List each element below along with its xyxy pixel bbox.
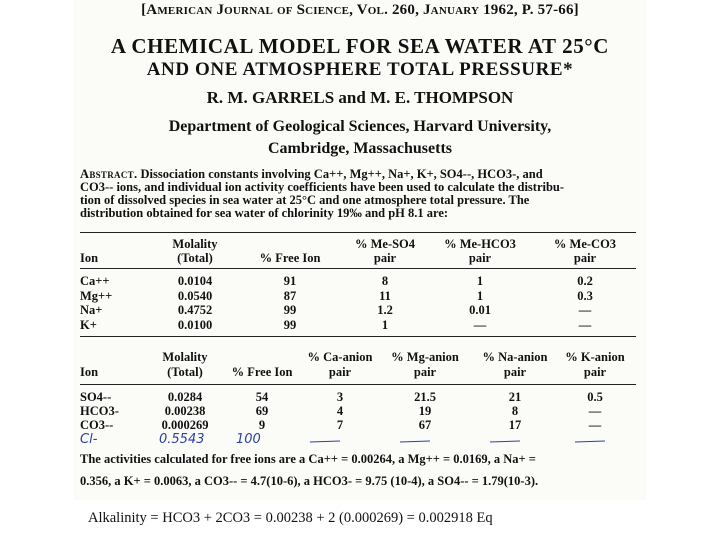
table1-cell-r0-c3: 8 bbox=[381, 274, 389, 288]
table1-header-bottom-1: (Total) bbox=[177, 251, 213, 265]
table2-cell-r2-c0: CO3-- bbox=[80, 418, 114, 432]
table1-cell-r3-c3: 1 bbox=[381, 317, 389, 332]
table1-header-top-1: Molality bbox=[172, 237, 218, 251]
table2-header-bottom-4: pair bbox=[413, 365, 437, 379]
table1-cell-r0-c0: Ca++ bbox=[80, 274, 110, 288]
table1-header-bottom-4: pair bbox=[468, 251, 492, 265]
table1-cell-r0-c1: 0.0104 bbox=[177, 274, 213, 288]
table1-cell-r0-c2: 91 bbox=[283, 274, 297, 288]
table2-cell-r0-c0: SO4-- bbox=[80, 390, 112, 404]
table2-header-top-4: % Mg-anion bbox=[391, 350, 459, 364]
table2-header-top-1: Molality bbox=[162, 350, 208, 364]
table2-header-bottom-5: pair bbox=[503, 365, 527, 379]
table1-cell-r2-c2: 99 bbox=[283, 303, 297, 317]
table1-cell-r1-c5: 0.3 bbox=[577, 288, 593, 303]
title-line-1: A CHEMICAL MODEL FOR SEA WATER AT 25°C bbox=[110, 34, 610, 58]
title-line-2: AND ONE ATMOSPHERE TOTAL PRESSURE* bbox=[146, 59, 574, 80]
affiliation-line-2: Cambridge, Massachusetts bbox=[268, 140, 452, 157]
table1-cell-r1-c4: 1 bbox=[476, 288, 484, 303]
abstract bbox=[80, 168, 636, 220]
table1-cell-r2-c0: Na+ bbox=[80, 303, 103, 317]
table1-cell-r3-c0: K+ bbox=[80, 317, 97, 332]
table2-cell-r2-c6: — bbox=[588, 418, 602, 432]
table2-header-top-5: % Na-anion bbox=[482, 350, 548, 364]
alkalinity-equation: Alkalinity = HCO3 + 2CO3 = 0.00238 + 2 (0.000269) = 0.002918 Eq bbox=[88, 510, 493, 526]
table1-cell-r3-c1: 0.0100 bbox=[177, 317, 213, 332]
table2-cell-r1-c6: — bbox=[588, 404, 602, 418]
table2-cell-r0-c1: 0.0284 bbox=[167, 390, 203, 404]
table2-header-bottom-3: pair bbox=[328, 365, 352, 379]
table2-header-rule bbox=[80, 384, 636, 385]
table2-cell-r2-c3: 7 bbox=[336, 418, 344, 432]
table2-header-top-3: % Ca-anion bbox=[307, 350, 373, 364]
table1-cell-r1-c2: 87 bbox=[283, 288, 297, 303]
table2-cell-r0-c3: 3 bbox=[336, 390, 344, 404]
affiliation-line-1: Department of Geological Sciences, Harvard University, bbox=[168, 118, 552, 135]
table2-cell-r0-c5: 21 bbox=[508, 390, 522, 404]
table1-cell-r3-c4: — bbox=[473, 317, 487, 332]
handwritten-cell-2: 100 bbox=[236, 432, 261, 447]
table2-header-bottom-1: (Total) bbox=[167, 365, 203, 379]
activities-line-2: 0.356, a K+ = 0.0063, a CO3-- = 4.7(10-6), a HCO3- = 9.75 (10-4), a SO4-- = 1.79(10-3). bbox=[80, 474, 539, 488]
authors: R. M. GARRELS and M. E. THOMPSON bbox=[206, 88, 514, 107]
abstract-line-1: Abstract. Dissociation constants involving Ca++, Mg++, Na+, K+, SO4--, HCO3-, and bbox=[80, 167, 543, 181]
table2-cell-r1-c5: 8 bbox=[511, 404, 519, 418]
table2-cell-r2-c2: 9 bbox=[258, 418, 266, 432]
table2-cell-r2-c1: 0.000269 bbox=[161, 418, 209, 432]
table1-header-top-4: % Me-HCO3 bbox=[444, 237, 516, 251]
table2-cell-r0-c4: 21.5 bbox=[414, 390, 436, 404]
table1-cell-r0-c5: 0.2 bbox=[577, 274, 593, 288]
table1-cell-r2-c1: 0.4752 bbox=[177, 303, 213, 317]
table2-cell-r1-c2: 69 bbox=[255, 404, 269, 418]
table2-cell-r1-c3: 4 bbox=[336, 404, 344, 418]
table1-cell-r0-c4: 1 bbox=[476, 274, 484, 288]
table1-header-bottom-0: Ion bbox=[80, 251, 99, 265]
table1-cell-r1-c3: 11 bbox=[379, 288, 391, 303]
table1-cell-r1-c0: Mg++ bbox=[80, 288, 113, 303]
abstract-line-4: distribution obtained for sea water of chlorinity 19‰ and pH 8.1 are: bbox=[80, 206, 449, 220]
table1-cell-r2-c5: — bbox=[578, 303, 592, 317]
table2-cell-r1-c1: 0.00238 bbox=[164, 404, 206, 418]
table1-header-top-5: % Me-CO3 bbox=[553, 237, 617, 251]
table1-header-bottom-5: pair bbox=[573, 251, 597, 265]
table1-header-bottom-3: pair bbox=[373, 251, 397, 265]
citation: [American Journal of Science, Vol. 260, January 1962, P. 57-66] bbox=[141, 2, 579, 18]
table1-cell-r3-c2: 99 bbox=[283, 317, 297, 332]
table1-cell-r2-c4: 0.01 bbox=[469, 303, 491, 317]
abstract-lead: Abstract. bbox=[80, 167, 138, 181]
table2-header-bottom-2: % Free Ion bbox=[231, 365, 293, 379]
table1-cell-r3-c5: — bbox=[578, 317, 592, 332]
table2-cell-r2-c4: 67 bbox=[418, 418, 432, 432]
table2-header-top-6: % K-anion bbox=[565, 350, 625, 364]
table2-cell-r2-c5: 17 bbox=[508, 418, 522, 432]
table2-cell-r1-c4: 19 bbox=[418, 404, 432, 418]
table1-header-bottom-2: % Free Ion bbox=[259, 251, 321, 265]
table1-cell-r2-c3: 1.2 bbox=[377, 303, 393, 317]
table1-top-rule bbox=[80, 232, 636, 233]
table1-cell-r1-c1: 0.0540 bbox=[177, 288, 213, 303]
table1-header-rule bbox=[80, 268, 636, 269]
table1-header-top-3: % Me-SO4 bbox=[354, 237, 416, 251]
table2-header-bottom-0: Ion bbox=[80, 365, 99, 379]
table2-cell-r0-c6: 0.5 bbox=[587, 390, 603, 404]
abstract-line-2: CO3-- ions, and individual ion activity coefficients have been used to calculate the distribu- bbox=[80, 180, 565, 194]
handwritten-cell-1: 0.5543 bbox=[159, 432, 205, 447]
activities-line-1: The activities calculated for free ions are a Ca++ = 0.00264, a Mg++ = 0.0169, a Na+ = bbox=[80, 452, 536, 466]
table2-cell-r0-c2: 54 bbox=[255, 390, 269, 404]
handwritten-cell-0: Cl- bbox=[80, 432, 98, 447]
table2-header-bottom-6: pair bbox=[583, 365, 607, 379]
abstract-line-3: tion of dissolved species in sea water at 25°C and one atmosphere total pressure. The bbox=[80, 193, 530, 207]
table2-cell-r1-c0: HCO3- bbox=[80, 404, 119, 418]
table1-bottom-rule bbox=[80, 336, 636, 337]
